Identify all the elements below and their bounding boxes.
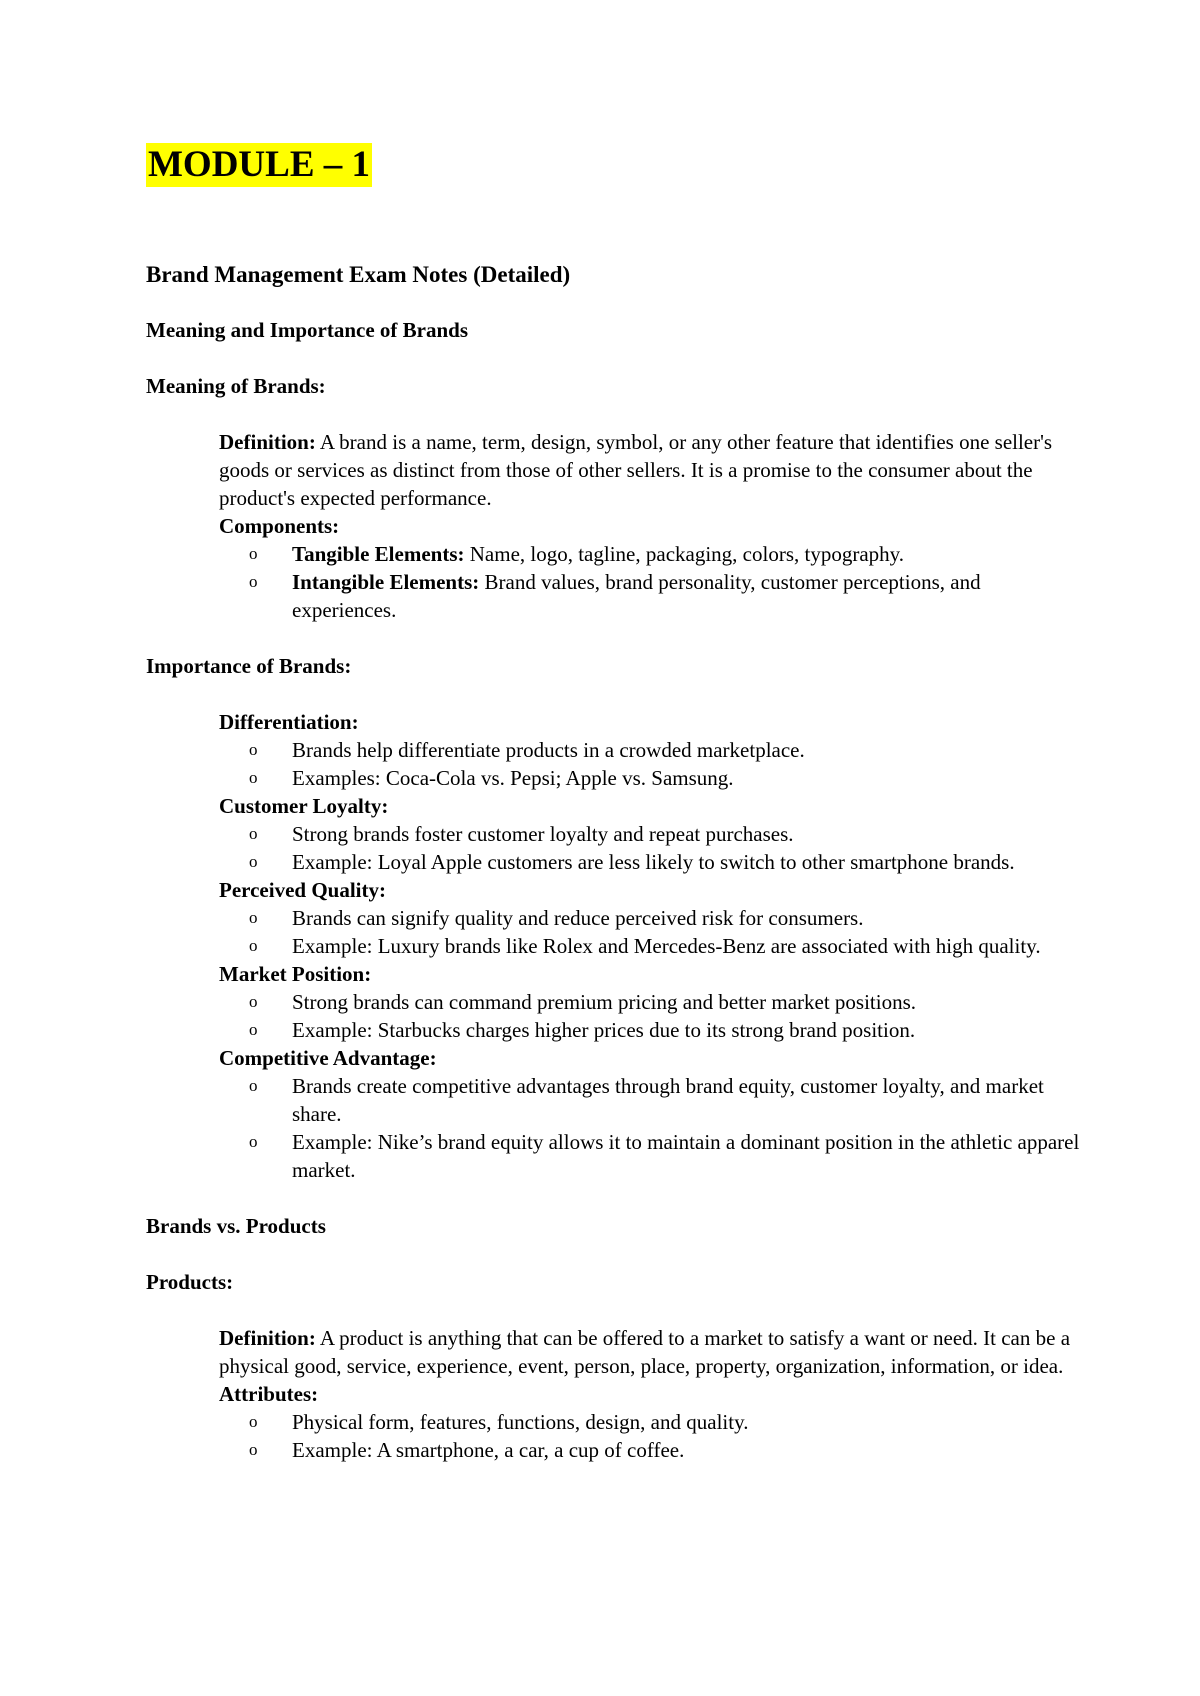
group-label: Customer Loyalty: xyxy=(219,794,389,818)
bullet-icon: o xyxy=(249,908,258,927)
bullet-icon: o xyxy=(249,992,258,1011)
importance-block xyxy=(146,708,1086,1184)
definition-label: Definition: xyxy=(219,1326,316,1350)
list-item-text: Strong brands can command premium pricing and better market positions. xyxy=(292,990,917,1014)
list-item-text: Strong brands foster customer loyalty and repeat purchases. xyxy=(292,822,794,846)
group-list xyxy=(219,820,1086,876)
definition-text: A product is anything that can be offered to a market to satisfy a want or need. It can be a physical good, service, experience, event, person, place, property, organization, information, or idea. xyxy=(219,1326,1071,1378)
bullet-icon: o xyxy=(249,572,258,591)
list-item-text: Brands help differentiate products in a crowded marketplace. xyxy=(292,738,805,762)
list-item xyxy=(219,848,1086,876)
group-list xyxy=(219,988,1086,1044)
bullet-icon: o xyxy=(249,852,258,871)
list-item xyxy=(219,540,1086,568)
heading-products: Products: xyxy=(146,1270,234,1294)
module-title: MODULE – 1 xyxy=(148,144,370,185)
bullet-icon: o xyxy=(249,1076,258,1095)
list-item xyxy=(219,1016,1086,1044)
list-item-text: Brands can signify quality and reduce perceived risk for consumers. xyxy=(292,906,864,930)
list-item xyxy=(219,1128,1086,1184)
list-item-text: Example: A smartphone, a car, a cup of coffee. xyxy=(292,1438,685,1462)
bullet-icon: o xyxy=(249,1020,258,1039)
list-item xyxy=(219,1436,1086,1464)
bullet-icon: o xyxy=(249,544,258,563)
bullet-icon: o xyxy=(249,1412,258,1431)
component-text: Name, logo, tagline, packaging, colors, typography. xyxy=(464,542,905,566)
bullet-icon: o xyxy=(249,740,258,759)
components-label: Components: xyxy=(219,514,340,538)
component-text: Brand values, brand personality, customer perceptions, and experiences. xyxy=(292,570,981,622)
list-item-text: Example: Loyal Apple customers are less likely to switch to other smartphone brands. xyxy=(292,850,1015,874)
list-item-text: Brands create competitive advantages through brand equity, customer loyalty, and market share. xyxy=(292,1074,1044,1126)
component-label: Intangible Elements: xyxy=(292,570,480,594)
group-list xyxy=(219,904,1086,960)
heading-importance-of-brands: Importance of Brands: xyxy=(146,654,352,678)
list-item xyxy=(219,1072,1086,1128)
list-item-text: Examples: Coca-Cola vs. Pepsi; Apple vs. Samsung. xyxy=(292,766,734,790)
components-list xyxy=(219,540,1086,624)
definition-label: Definition: xyxy=(219,430,316,454)
group-list xyxy=(219,736,1086,792)
list-item-text: Example: Nike’s brand equity allows it to maintain a dominant position in the athletic apparel market. xyxy=(292,1130,1080,1182)
bullet-icon: o xyxy=(249,936,258,955)
products-block xyxy=(146,1324,1086,1464)
list-item xyxy=(219,820,1086,848)
list-item-text: Physical form, features, functions, design, and quality. xyxy=(292,1410,749,1434)
group-label: Perceived Quality: xyxy=(219,878,386,902)
bullet-icon: o xyxy=(249,824,258,843)
group-label: Market Position: xyxy=(219,962,372,986)
bullet-icon: o xyxy=(249,1440,258,1459)
bullet-icon: o xyxy=(249,1132,258,1151)
list-item xyxy=(219,568,1086,624)
group-label: Competitive Advantage: xyxy=(219,1046,437,1070)
list-item-text: Example: Starbucks charges higher prices due to its strong brand position. xyxy=(292,1018,916,1042)
section-heading-brands-vs-products: Brands vs. Products xyxy=(146,1214,326,1238)
list-item xyxy=(219,904,1086,932)
section-heading-meaning-importance: Meaning and Importance of Brands xyxy=(146,318,469,342)
bullet-icon: o xyxy=(249,768,258,787)
group-list xyxy=(219,1072,1086,1184)
document-title: Brand Management Exam Notes (Detailed) xyxy=(146,262,571,287)
document-body xyxy=(146,260,1086,1492)
list-item xyxy=(219,988,1086,1016)
product-definition xyxy=(219,1324,1086,1380)
list-item xyxy=(219,736,1086,764)
list-item xyxy=(219,932,1086,960)
heading-meaning-of-brands: Meaning of Brands: xyxy=(146,374,326,398)
meaning-block xyxy=(146,428,1086,624)
component-label: Tangible Elements: xyxy=(292,542,465,566)
definition-text: A brand is a name, term, design, symbol, or any other feature that identifies one seller's goods or services as distinct from those of other sellers. It is a promise to the consumer about the product's expected performance. xyxy=(219,430,1053,510)
attributes-list xyxy=(219,1408,1086,1464)
list-item xyxy=(219,764,1086,792)
list-item xyxy=(219,1408,1086,1436)
brand-definition xyxy=(219,428,1086,512)
attributes-label: Attributes: xyxy=(219,1382,319,1406)
group-label: Differentiation: xyxy=(219,710,359,734)
list-item-text: Example: Luxury brands like Rolex and Mercedes-Benz are associated with high quality. xyxy=(292,934,1041,958)
